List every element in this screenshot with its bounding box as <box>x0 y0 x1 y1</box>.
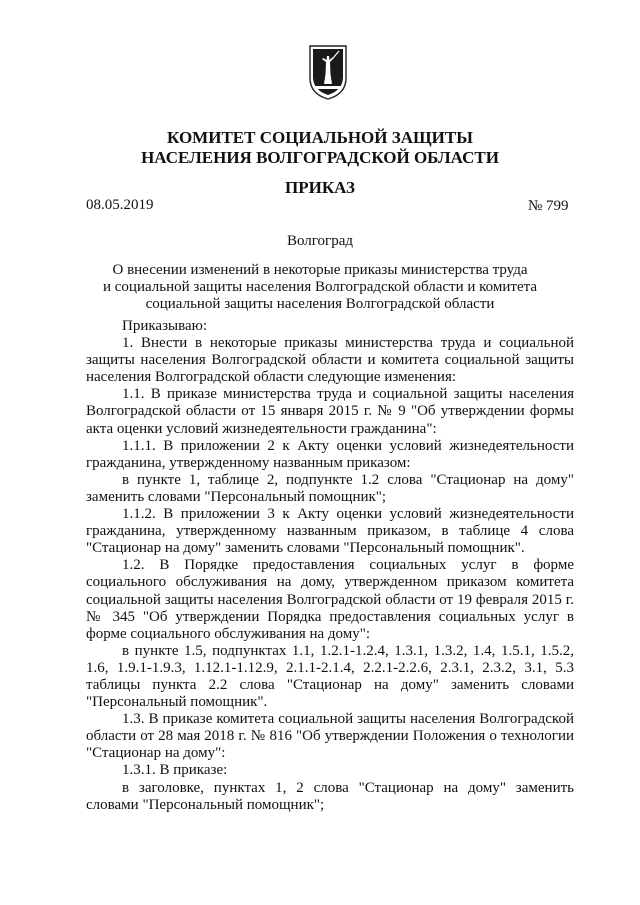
org-name-line2: НАСЕЛЕНИЯ ВОЛГОГРАДСКОЙ ОБЛАСТИ <box>141 148 499 167</box>
document-subject <box>60 262 580 313</box>
body-paragraph: 1.1. В приказе министерства труда и социальной защиты населения Волгоградской области от 15 января 2015 г. № 9 "Об утверждении формы акта оценки условий жизнедеятельности гражданина": <box>86 386 574 437</box>
body-paragraph: 1.3.1. В приказе: <box>122 762 228 779</box>
body-paragraph: в пункте 1.5, подпунктах 1.1, 1.2.1-1.2.4, 1.3.1, 1.3.2, 1.4, 1.5.1, 1.5.2, 1.6, 1.9.1-1.9.3, 1.12.1-1.12.9, 2.1.1-2.1.4, 2.2.1-2.2.6, 2.3.1, 2.3.2, 3.1, 5.3 таблицы пункта 2.2 слова "Стационар на дому" заменить словами "Персональный помощник". <box>86 642 574 711</box>
document-city: Волгоград <box>286 233 353 249</box>
subject-line: и социальной защиты населения Волгоградской области и комитета <box>103 279 537 295</box>
document-number: № 799 <box>528 198 569 214</box>
body-paragraph: 1.1.2. В приложении 3 к Акту оценки условий жизнедеятельности гражданина, утвержденному названным приказом, в таблице 4 слова "Стационар на дому" заменить словами "Персональный помощник". <box>86 506 574 557</box>
body-paragraph: 1. Внести в некоторые приказы министерства труда и социальной защиты населения Волгоградской области и комитета социальной защиты населения Волгоградской области следующие изменения: <box>86 335 574 386</box>
document-date: 08.05.2019 <box>86 197 154 213</box>
body-paragraph: Приказываю: <box>122 318 207 334</box>
body-paragraph: 1.2. В Порядке предоставления социальных услуг в форме социального обслуживания на дому, утвержденном приказом комитета социальной защиты населения Волгоградской области от 19 февраля 2015 г. № 345 "Об утверждении Порядка предоставления социальных услуг в форме социального обслуживания на дому": <box>86 557 574 642</box>
coat-of-arms-emblem <box>306 44 350 100</box>
document-body <box>86 318 574 814</box>
body-paragraph: в заголовке, пунктах 1, 2 слова "Стационар на дому" заменить словами "Персональный помощник"; <box>86 779 574 813</box>
document-type: ПРИКАЗ <box>285 178 355 197</box>
subject-line: О внесении изменений в некоторые приказы министерства труда <box>112 262 528 278</box>
body-paragraph: 1.3. В приказе комитета социальной защиты населения Волгоградской области от 28 мая 2018 г. № 816 "Об утверждении Положения о технологии "Стационар на дому": <box>86 711 574 762</box>
subject-line: социальной защиты населения Волгоградской области <box>145 296 495 312</box>
body-paragraph: в пункте 1, таблице 2, подпункте 1.2 слова "Стационар на дому" заменить словами "Персональный помощник"; <box>86 471 574 505</box>
org-name-line1: КОМИТЕТ СОЦИАЛЬНОЙ ЗАЩИТЫ <box>167 128 473 147</box>
body-paragraph: 1.1.1. В приложении 2 к Акту оценки условий жизнедеятельности гражданина, утвержденному названным приказом: <box>86 437 574 471</box>
